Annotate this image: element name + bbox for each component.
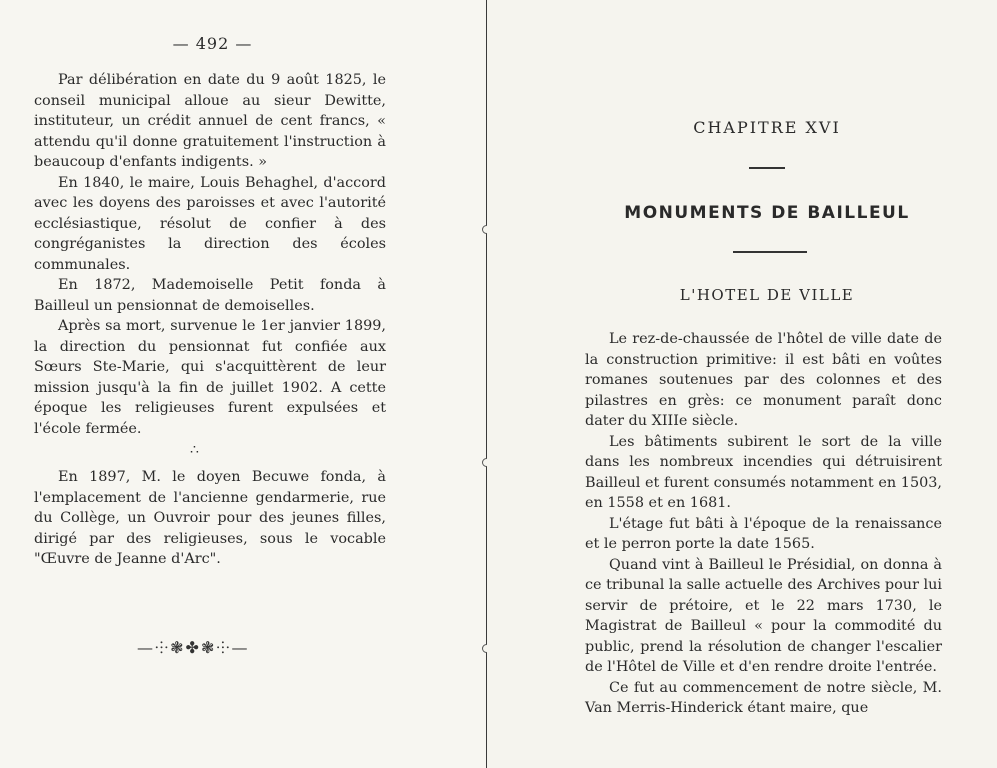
section-heading: L'HOTEL DE VILLE	[679, 286, 855, 304]
paragraph: Le rez-de-chaussée de l'hôtel de ville date de la construction primitive: il est bâti en voûtes romanes soutenues par des colonnes et des pilastres en grès: ce monument paraît donc dater du XIIIe siècle.	[585, 331, 942, 429]
left-text-block-a	[34, 70, 386, 439]
right-page	[487, 0, 997, 768]
paragraph: En 1897, M. le doyen Becuwe fonda, à l'emplacement de l'ancienne gendarmerie, rue du Collège, un Ouvroir pour des jeunes filles, dirigé par des religieuses, sous le vocable "Œuvre de Jeanne d'Arc".	[34, 469, 386, 567]
left-page	[0, 0, 487, 768]
left-text-block-b	[34, 467, 386, 570]
paragraph: Quand vint à Bailleul le Présidial, on donna à ce tribunal la salle actuelle des Archives pour lui servir de prétoire, et le 22 mars 1730, le Magistrat de Bailleul « pour la commodité du public, prend la résolution de changer l'escalier de l'Hôtel de Ville et d'en rendre droite l'entrée.	[585, 556, 943, 675]
divider	[749, 167, 785, 169]
paragraph: Après sa mort, survenue le 1er janvier 1899, la direction du pensionnat fut confiée aux Sœurs Ste-Marie, qui s'acquittèrent de leur mission jusqu'à la fin de juillet 1902. A cette époque les religieuses furent expulsées et l'école fermée.	[34, 318, 386, 437]
right-text-block	[585, 329, 942, 719]
chapter-heading: CHAPITRE XVI	[693, 118, 841, 137]
chapter-title: MONUMENTS DE BAILLEUL	[624, 203, 910, 223]
divider	[733, 251, 807, 253]
paragraph: Ce fut au commencement de notre siècle, M. Van Merris-Hinderick étant maire, que	[585, 679, 942, 716]
fleuron-ornament: —⸭❃✤❃⸭—	[137, 638, 250, 657]
paragraph: En 1840, le maire, Louis Behaghel, d'accord avec les doyens des paroisses et avec l'autorité ecclésiastique, résolut de confier à des congréganistes la direction des écoles communales.	[34, 174, 386, 273]
page-number: — 492 —	[172, 34, 253, 53]
paragraph: Par délibération en date du 9 août 1825, le conseil municipal alloue au sieur Dewitte, instituteur, un crédit annuel de cent francs, « attendu qu'il donne gratuitement l'instruction à beaucoup d'enfants indigents. »	[34, 72, 386, 170]
paragraph: Les bâtiments subirent le sort de la ville dans les nombreux incendies qui détruisirent Bailleul et furent consumés notamment en 1503, en 1558 et en 1681.	[585, 433, 942, 511]
paragraph: En 1872, Mademoiselle Petit fonda à Bailleul un pensionnat de demoiselles.	[34, 277, 386, 314]
ornament-dots: ∴	[190, 442, 200, 458]
paragraph: L'étage fut bâti à l'époque de la renaissance et le perron porte la date 1565.	[585, 515, 942, 552]
